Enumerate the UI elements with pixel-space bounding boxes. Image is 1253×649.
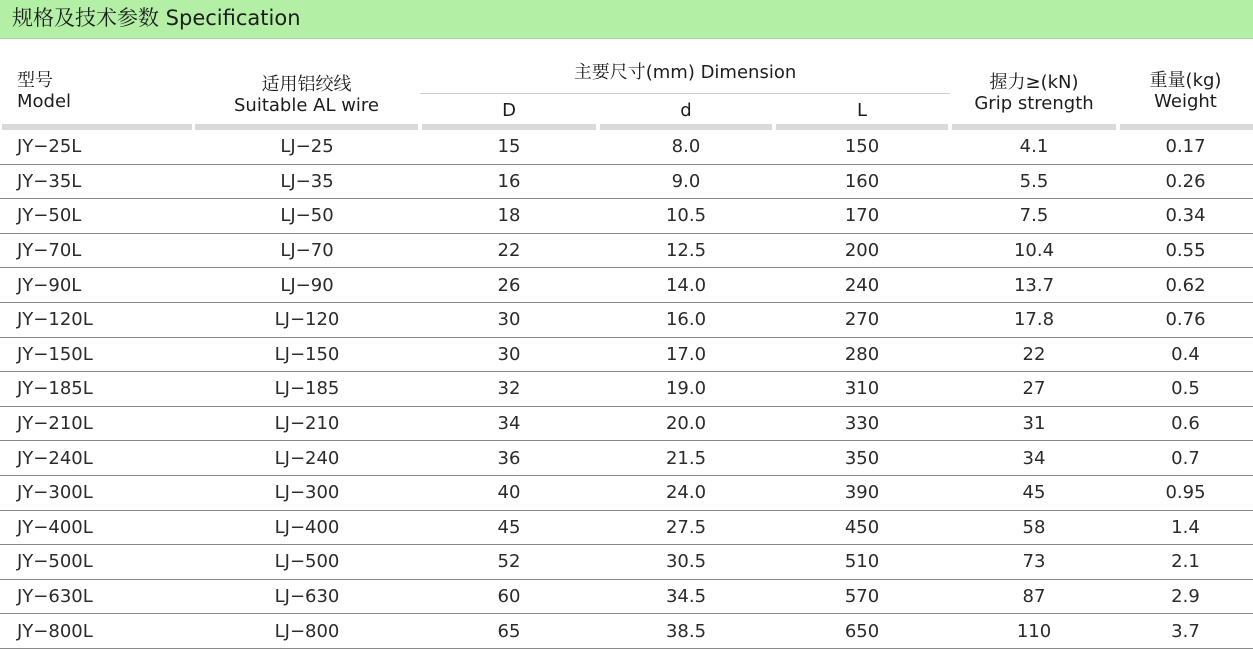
cell-weight: 3.7 xyxy=(1118,614,1253,649)
cell-wire: LJ−400 xyxy=(194,510,420,545)
cell-dim-L: 170 xyxy=(774,199,950,234)
header-wire-en: Suitable AL wire xyxy=(233,95,379,116)
cell-dim-D: 18 xyxy=(420,199,598,234)
cell-dim-D: 30 xyxy=(420,302,598,337)
cell-dim-d: 20.0 xyxy=(598,406,774,441)
cell-dim-d: 8.0 xyxy=(598,130,774,164)
header-grip-cn: 握力≥(kN) xyxy=(989,72,1079,93)
cell-dim-D: 65 xyxy=(420,614,598,649)
cell-grip: 7.5 xyxy=(950,199,1118,234)
table-row xyxy=(0,614,1253,649)
cell-dim-d: 38.5 xyxy=(598,614,774,649)
cell-dim-d: 27.5 xyxy=(598,510,774,545)
cell-weight: 0.95 xyxy=(1118,475,1253,510)
header-dim-d: d xyxy=(680,100,692,121)
cell-model: JY−800L xyxy=(0,614,194,649)
header-dim-D: D xyxy=(502,100,516,121)
cell-dim-d: 9.0 xyxy=(598,164,774,199)
cell-dim-L: 450 xyxy=(774,510,950,545)
table-row xyxy=(0,337,1253,372)
cell-dim-d: 12.5 xyxy=(598,233,774,268)
cell-dim-L: 150 xyxy=(774,130,950,164)
cell-model: JY−185L xyxy=(0,372,194,407)
cell-dim-D: 34 xyxy=(420,406,598,441)
cell-dim-d: 17.0 xyxy=(598,337,774,372)
cell-model: JY−120L xyxy=(0,302,194,337)
cell-weight: 0.6 xyxy=(1118,406,1253,441)
cell-weight: 0.55 xyxy=(1118,233,1253,268)
cell-model: JY−70L xyxy=(0,233,194,268)
cell-dim-D: 32 xyxy=(420,372,598,407)
cell-grip: 22 xyxy=(950,337,1118,372)
cell-grip: 4.1 xyxy=(950,130,1118,164)
cell-dim-d: 24.0 xyxy=(598,475,774,510)
table-row xyxy=(0,233,1253,268)
cell-weight: 1.4 xyxy=(1118,510,1253,545)
header-grip xyxy=(950,72,1118,114)
cell-dim-d: 10.5 xyxy=(598,199,774,234)
table-row xyxy=(0,130,1253,164)
cell-dim-L: 350 xyxy=(774,441,950,476)
table-row xyxy=(0,268,1253,303)
cell-wire: LJ−185 xyxy=(194,372,420,407)
cell-dim-d: 16.0 xyxy=(598,302,774,337)
header-dim-L: L xyxy=(856,100,868,121)
cell-dim-L: 390 xyxy=(774,475,950,510)
cell-model: JY−35L xyxy=(0,164,194,199)
cell-wire: LJ−800 xyxy=(194,614,420,649)
cell-weight: 2.1 xyxy=(1118,545,1253,580)
cell-model: JY−150L xyxy=(0,337,194,372)
cell-wire: LJ−90 xyxy=(194,268,420,303)
cell-weight: 0.5 xyxy=(1118,372,1253,407)
cell-model: JY−630L xyxy=(0,579,194,614)
cell-weight: 0.34 xyxy=(1118,199,1253,234)
header-wire xyxy=(194,74,419,116)
cell-model: JY−90L xyxy=(0,268,194,303)
cell-model: JY−210L xyxy=(0,406,194,441)
cell-dim-d: 34.5 xyxy=(598,579,774,614)
table-row xyxy=(0,372,1253,407)
cell-grip: 27 xyxy=(950,372,1118,407)
cell-grip: 31 xyxy=(950,406,1118,441)
table-row xyxy=(0,406,1253,441)
table-row xyxy=(0,545,1253,580)
cell-weight: 0.17 xyxy=(1118,130,1253,164)
cell-model: JY−500L xyxy=(0,545,194,580)
header-dimension: 主要尺寸(mm) Dimension xyxy=(573,62,797,83)
cell-wire: LJ−25 xyxy=(194,130,420,164)
cell-dim-L: 200 xyxy=(774,233,950,268)
cell-weight: 0.7 xyxy=(1118,441,1253,476)
table-row xyxy=(0,475,1253,510)
cell-wire: LJ−500 xyxy=(194,545,420,580)
cell-weight: 0.4 xyxy=(1118,337,1253,372)
table-row xyxy=(0,510,1253,545)
cell-weight: 0.62 xyxy=(1118,268,1253,303)
cell-dim-d: 14.0 xyxy=(598,268,774,303)
table-row xyxy=(0,164,1253,199)
cell-wire: LJ−50 xyxy=(194,199,420,234)
cell-grip: 13.7 xyxy=(950,268,1118,303)
cell-dim-D: 52 xyxy=(420,545,598,580)
header-model-cn: 型号 xyxy=(17,70,53,91)
cell-grip: 73 xyxy=(950,545,1118,580)
cell-dim-L: 280 xyxy=(774,337,950,372)
cell-dim-D: 30 xyxy=(420,337,598,372)
section-title: 规格及技术参数 Specification xyxy=(12,6,301,30)
cell-dim-D: 60 xyxy=(420,579,598,614)
table-row xyxy=(0,579,1253,614)
cell-dim-L: 570 xyxy=(774,579,950,614)
section-banner xyxy=(0,0,1253,39)
cell-model: JY−25L xyxy=(0,130,194,164)
cell-grip: 87 xyxy=(950,579,1118,614)
header-wire-cn: 适用铝绞线 xyxy=(261,74,352,95)
cell-wire: LJ−70 xyxy=(194,233,420,268)
table-row xyxy=(0,441,1253,476)
cell-wire: LJ−630 xyxy=(194,579,420,614)
cell-dim-L: 160 xyxy=(774,164,950,199)
cell-grip: 5.5 xyxy=(950,164,1118,199)
cell-dim-L: 270 xyxy=(774,302,950,337)
cell-dim-D: 15 xyxy=(420,130,598,164)
cell-dim-L: 650 xyxy=(774,614,950,649)
cell-grip: 45 xyxy=(950,475,1118,510)
dimension-divider xyxy=(420,93,950,94)
header-weight-cn: 重量(kg) xyxy=(1149,70,1222,91)
header-weight-en: Weight xyxy=(1154,91,1217,112)
cell-dim-d: 19.0 xyxy=(598,372,774,407)
cell-wire: LJ−120 xyxy=(194,302,420,337)
cell-model: JY−400L xyxy=(0,510,194,545)
cell-dim-L: 330 xyxy=(774,406,950,441)
cell-grip: 17.8 xyxy=(950,302,1118,337)
cell-dim-D: 16 xyxy=(420,164,598,199)
cell-dim-D: 40 xyxy=(420,475,598,510)
cell-model: JY−300L xyxy=(0,475,194,510)
spec-table xyxy=(0,130,1253,649)
cell-dim-L: 310 xyxy=(774,372,950,407)
cell-grip: 58 xyxy=(950,510,1118,545)
cell-dim-d: 30.5 xyxy=(598,545,774,580)
cell-wire: LJ−150 xyxy=(194,337,420,372)
cell-dim-D: 22 xyxy=(420,233,598,268)
cell-dim-D: 45 xyxy=(420,510,598,545)
cell-wire: LJ−240 xyxy=(194,441,420,476)
header-weight xyxy=(1118,70,1253,112)
header-grip-en: Grip strength xyxy=(974,93,1094,114)
cell-wire: LJ−210 xyxy=(194,406,420,441)
table-row xyxy=(0,302,1253,337)
cell-weight: 0.76 xyxy=(1118,302,1253,337)
header-model xyxy=(17,70,71,112)
cell-dim-D: 36 xyxy=(420,441,598,476)
cell-wire: LJ−300 xyxy=(194,475,420,510)
cell-model: JY−50L xyxy=(0,199,194,234)
cell-weight: 2.9 xyxy=(1118,579,1253,614)
cell-dim-L: 240 xyxy=(774,268,950,303)
cell-weight: 0.26 xyxy=(1118,164,1253,199)
cell-model: JY−240L xyxy=(0,441,194,476)
cell-dim-d: 21.5 xyxy=(598,441,774,476)
spec-table-body xyxy=(0,130,1253,648)
cell-dim-L: 510 xyxy=(774,545,950,580)
cell-grip: 10.4 xyxy=(950,233,1118,268)
cell-wire: LJ−35 xyxy=(194,164,420,199)
cell-dim-D: 26 xyxy=(420,268,598,303)
header-model-en: Model xyxy=(17,91,72,112)
cell-grip: 110 xyxy=(950,614,1118,649)
cell-grip: 34 xyxy=(950,441,1118,476)
table-row xyxy=(0,199,1253,234)
